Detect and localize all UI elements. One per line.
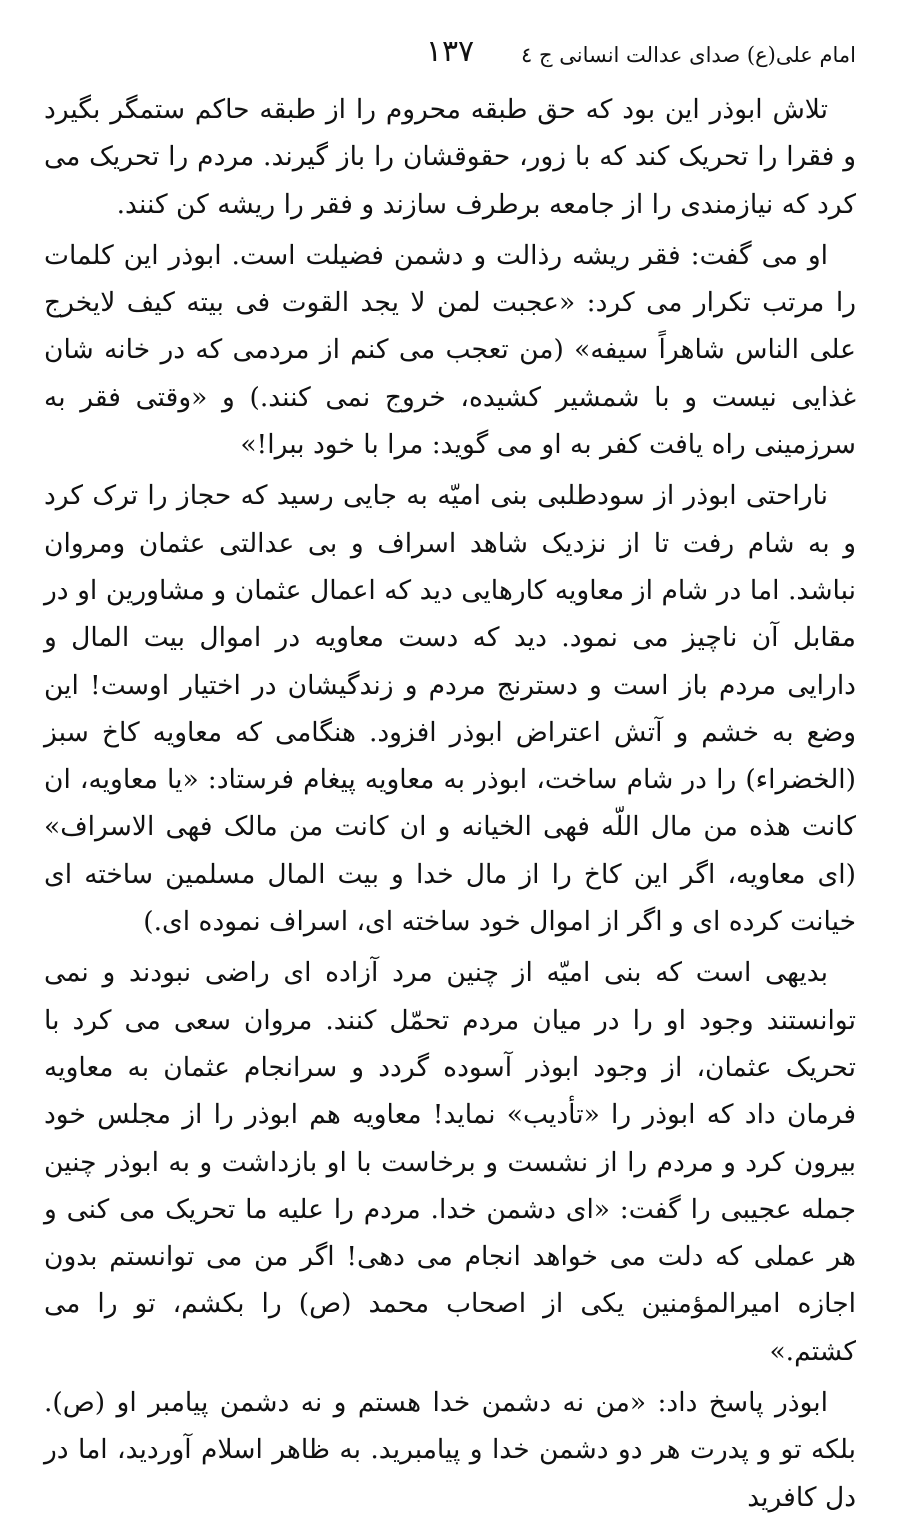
paragraph: تلاش ابوذر این بود که حق طبقه محروم را از طبقه حاکم ستمگر بگیرد و فقرا را تحریک کند که با زور، حقوقشان را باز گیرند. مردم را تحریک می کرد که نیازمندی را از جامعه برطرف سازند و فقر را ریشه کن کنند. [44,94,856,220]
page-number: ١٣٧ [425,34,475,69]
paragraph: او می گفت: فقر ریشه رذالت و دشمن فضیلت است. ابوذر این کلمات را مرتب تکرار می کرد: «عجبت لمن لا یجد القوت فی بیته کیف لایخرج علی الناس شاهراً سیفه» (من تعجب می کنم از مردمی که در خانه شان غذایی نیست و با شمشیر کشیده، خروج نمی کنند.) و «وقتی فقر به سرزمینی راه یافت کفر به او می گوید: مرا با خود ببرا!» [44,239,856,461]
running-title: امام علی(ع) صدای عدالت انسانی ج ٤ [521,43,856,67]
page-body [44,86,856,1521]
paragraph: ناراحتی ابوذر از سودطلبی بنی امیّه به جایی رسید که حجاز را ترک کرد و به شام رفت تا از نزدیک شاهد اسراف و بی عدالتی عثمان ومروان نباشد. اما در شام از معاویه کارهایی دید که اعمال عثمان و مشاورین او در مقابل آن ناچیز می نمود. دید که دست معاویه در اموال بیت المال و دارایی مردم باز است و دسترنج مردم و زندگیشان در اختیار اوست! این وضع به خشم و آتش اعتراض ابوذر افزود. هنگامی که معاویه کاخ سبز (الخضراء) را در شام ساخت، ابوذر به معاویه پیغام فرستاد: «یا معاویه، ان کانت هذه من مال اللّه فهی الخیانه و ان کانت من مالک فهی الاسراف» (ای معاویه، اگر این کاخ را از مال خدا و بیت المال مسلمین ساخته ای خیانت کرده ای و اگر از اموال خود ساخته ای، اسراف نموده ای.) [44,480,856,938]
paragraph: ابوذر پاسخ داد: «من نه دشمن خدا هستم و نه دشمن پیامبر او (ص). بلکه تو و پدرت هر دو دشمن خدا و پیامبرید. به ظاهر اسلام آوردید، اما در دل کافرید [44,1387,856,1513]
paragraph: بدیهی است که بنی امیّه از چنین مرد آزاده ای راضی نبودند و نمی توانستند وجود او را در میان مردم تحمّل کنند. مروان سعی می کرد با تحریک عثمان، از وجود ابوذر آسوده گردد و سرانجام عثمان به معاویه فرمان داد که ابوذر را «تأدیب» نماید! معاویه هم ابوذر را از مجلس خود بیرون کرد و مردم را از نشست و برخاست با او بازداشت و به ابوذر چنین جمله عجیبی را گفت: «ای دشمن خدا. مردم را علیه ما تحریک می کنی و هر عملی که دلت می خواهد انجام می دهی! اگر من می توانستم بدون اجازه امیرالمؤمنین یکی از اصحاب محمد (ص) را بکشم، تو را می کشتم.» [44,957,856,1367]
book-page [44,30,856,1513]
page-header [44,30,856,86]
